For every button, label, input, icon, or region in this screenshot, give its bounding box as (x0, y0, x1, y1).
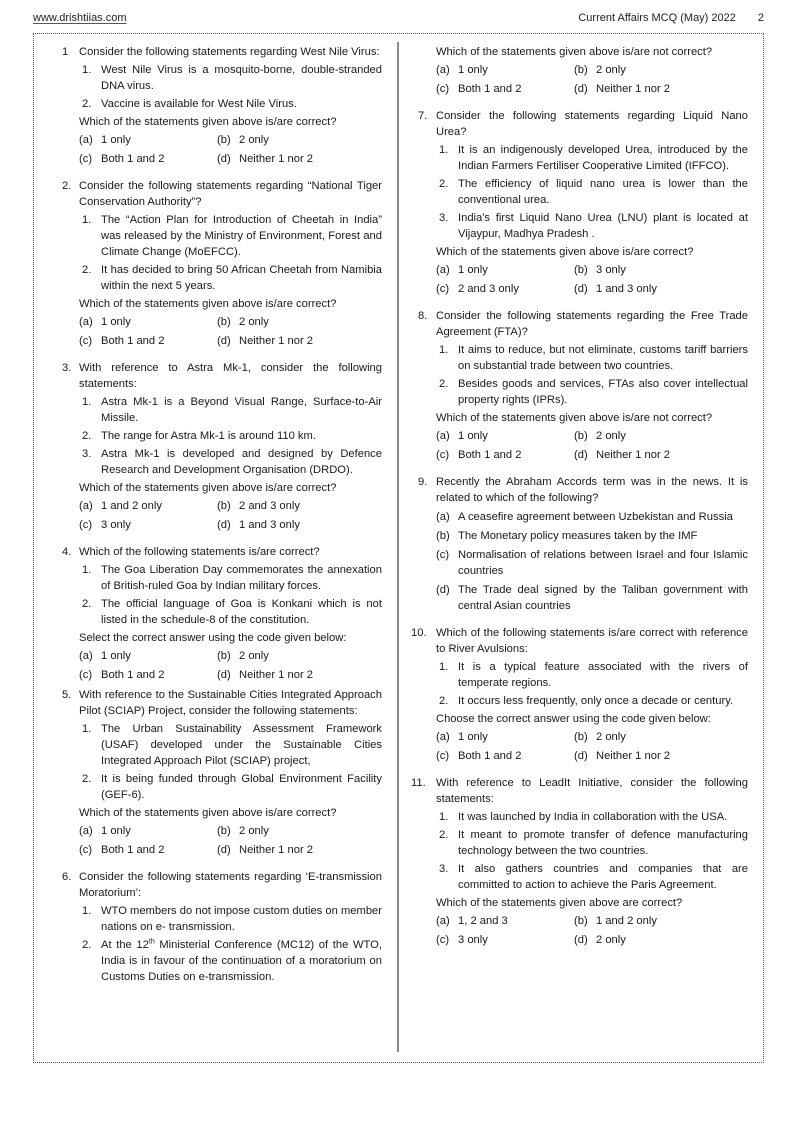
ordinal-superscript: th (148, 938, 155, 946)
option-d (436, 582, 748, 614)
question-text: With reference to the Sustainable Cities Integrated Approach Pilot (SCIAP) Project, consider the following statements: (79, 689, 382, 717)
option-a (436, 62, 574, 78)
option-text: Neither 1 nor 2 (239, 335, 314, 347)
question-prompt: Which of the statements given above are correct? (436, 897, 683, 909)
question-prompt: Which of the statements given above is/are correct? (79, 482, 337, 494)
statement (436, 659, 748, 691)
statement (79, 937, 382, 985)
option-d (217, 151, 382, 167)
statement-number: 1. (82, 564, 92, 576)
document-title: Current Affairs MCQ (May) 2022 (578, 12, 736, 24)
option-d (574, 748, 748, 764)
option-label: (a) (79, 500, 93, 512)
option-label: (c) (79, 844, 93, 856)
statement-text: The Urban Sustainability Assessment Framework (USAF) developed under the Sustainable Cities Integrated Approach Pilot (SCIAP) project, (101, 723, 382, 767)
option-text: 1 and 2 only (101, 500, 162, 512)
option-text: Both 1 and 2 (458, 750, 522, 762)
option-label: (c) (79, 153, 93, 165)
question-number: 5. (62, 689, 72, 701)
option-text: 2 only (239, 825, 269, 837)
question-text: With reference to LeadIt Initiative, consider the following statements: (436, 777, 748, 805)
statement-text: It occurs less frequently, only once a decade or century. (458, 695, 734, 707)
option-label: (c) (436, 83, 450, 95)
question-number: 1 (62, 46, 69, 58)
answer-options (436, 729, 748, 764)
statement-text: Besides goods and services, FTAs also cover intellectual property rights (IPRs). (458, 378, 748, 406)
option-label: (a) (79, 650, 93, 662)
answer-options (436, 62, 748, 97)
option-text: 1 and 3 only (596, 283, 657, 295)
option-label: (d) (217, 844, 231, 856)
option-label: (d) (436, 584, 450, 596)
answer-options (436, 428, 748, 463)
statement-text: It is a typical feature associated with the rivers of temperate regions. (458, 661, 748, 689)
question-number: 6. (62, 871, 72, 883)
statement-text: The “Action Plan for Introduction of Cheetah in India” was released by the Ministry of Environment, Forest and Climate Change (MoEFCC). (101, 214, 382, 258)
option-c (79, 151, 217, 167)
option-label: (d) (574, 283, 588, 295)
statement-number: 1. (439, 661, 449, 673)
option-b (217, 823, 382, 839)
question-number: 10. (411, 627, 427, 639)
statement (79, 62, 382, 94)
statement-text: Ministerial Conference (MC12) of the WTO, India is in favour of the continuation of a moratorium on Customs Duties on e-transmission. (101, 939, 382, 983)
statement-text: West Nile Virus is a mosquito-borne, double-stranded DNA virus. (101, 64, 382, 92)
option-label: (c) (79, 669, 93, 681)
question-prompt: Which of the statements given above is/are not correct? (436, 412, 713, 424)
question-8 (418, 308, 748, 463)
statement (79, 721, 382, 769)
option-d (217, 517, 382, 533)
statement-number: 1. (82, 214, 92, 226)
option-label: (c) (436, 750, 450, 762)
option-label: (d) (217, 669, 231, 681)
option-text: Neither 1 nor 2 (239, 153, 314, 165)
question-3 (62, 360, 382, 533)
answer-options (436, 913, 748, 948)
option-text: Both 1 and 2 (458, 83, 522, 95)
question-10 (411, 625, 748, 764)
option-b (217, 648, 382, 664)
option-label: (d) (574, 449, 588, 461)
option-label: (d) (574, 83, 588, 95)
option-text: The Monetary policy measures taken by the IMF (458, 530, 698, 542)
option-c (79, 842, 217, 858)
statement-number: 2. (439, 695, 449, 707)
option-text: A ceasefire agreement between Uzbekistan and Russia (458, 511, 733, 523)
option-label: (b) (574, 731, 588, 743)
option-c (79, 517, 217, 533)
answer-options (436, 509, 748, 614)
option-a (79, 823, 217, 839)
option-label: (a) (436, 731, 450, 743)
option-label: (a) (436, 915, 450, 927)
question-number: 3. (62, 362, 72, 374)
option-label: (c) (79, 519, 93, 531)
column-divider (397, 42, 399, 1052)
question-number: 4. (62, 546, 72, 558)
option-label: (b) (217, 650, 231, 662)
option-b (574, 62, 748, 78)
statement (436, 210, 748, 242)
option-label: (a) (436, 511, 450, 523)
option-label: (b) (217, 825, 231, 837)
question-prompt: Which of the statements given above is/are not correct? (436, 46, 713, 58)
question-text: Consider the following statements regarding ‘E-transmission Moratorium’: (79, 871, 382, 899)
option-text: 1 only (101, 825, 131, 837)
statement-text: WTO members do not impose custom duties on member nations on e- transmission. (101, 905, 382, 933)
option-text: 2 only (596, 64, 626, 76)
option-b (574, 913, 748, 929)
option-label: (a) (79, 316, 93, 328)
option-b (574, 262, 748, 278)
option-text: The Trade deal signed by the Taliban government with central Asian countries (458, 584, 748, 612)
statement-number: 3. (439, 212, 449, 224)
statement-number: 2. (439, 178, 449, 190)
option-text: Both 1 and 2 (458, 449, 522, 461)
option-b (574, 729, 748, 745)
answer-options (79, 648, 382, 683)
statement-number: 2. (439, 378, 449, 390)
statement (79, 446, 382, 478)
option-label: (a) (79, 134, 93, 146)
question-1 (62, 44, 382, 167)
statement-number: 1. (82, 905, 92, 917)
option-b (574, 428, 748, 444)
question-6 (62, 869, 382, 985)
option-b (217, 314, 382, 330)
statement-text: It is an indigenously developed Urea, introduced by the Indian Farmers Fertiliser Cooperative Limited (IFFCO). (458, 144, 748, 172)
option-text: Neither 1 nor 2 (239, 844, 314, 856)
statement-number: 2. (82, 430, 92, 442)
option-b (217, 498, 382, 514)
question-text: Which of the following statements is/are correct? (79, 546, 320, 558)
question-number: 9. (418, 476, 428, 488)
option-text: Neither 1 nor 2 (239, 669, 314, 681)
option-a (79, 648, 217, 664)
option-label: (c) (79, 335, 93, 347)
option-label: (b) (574, 264, 588, 276)
option-label: (d) (217, 335, 231, 347)
running-header (578, 12, 764, 24)
statement-number: 1. (82, 723, 92, 735)
statement-number: 3. (439, 863, 449, 875)
option-label: (b) (436, 530, 450, 542)
option-label: (b) (574, 64, 588, 76)
option-label: (b) (574, 915, 588, 927)
page-number: 2 (757, 12, 764, 24)
option-text: Neither 1 nor 2 (596, 449, 671, 461)
option-text: 2 only (239, 134, 269, 146)
option-text: Both 1 and 2 (101, 153, 165, 165)
option-d (574, 447, 748, 463)
option-label: (b) (217, 134, 231, 146)
option-label: (a) (436, 64, 450, 76)
statement-number: 1. (82, 64, 92, 76)
statement-text: At the 12 (101, 939, 149, 951)
statement-number: 1. (439, 811, 449, 823)
statement-number: 2. (82, 598, 92, 610)
right-column (411, 44, 748, 959)
statement-text: It is being funded through Global Environment Facility (GEF-6). (101, 773, 382, 801)
statement-number: 2. (82, 939, 92, 951)
statement-text: It was launched by India in collaboration with the USA. (458, 811, 728, 823)
option-text: 1 only (458, 64, 488, 76)
option-text: 1 only (101, 134, 131, 146)
left-column (62, 44, 382, 996)
option-text: 2 and 3 only (239, 500, 300, 512)
option-a (436, 509, 748, 525)
option-label: (d) (217, 519, 231, 531)
option-d (574, 81, 748, 97)
option-c (436, 748, 574, 764)
statement-text: It has decided to bring 50 African Cheetah from Namibia within the next 5 years. (101, 264, 382, 292)
statement-text: The official language of Goa is Konkani which is not listed in the schedule-8 of the constitution. (101, 598, 382, 626)
option-text: 1 only (101, 650, 131, 662)
statement (79, 96, 382, 112)
option-a (436, 729, 574, 745)
option-c (436, 547, 748, 579)
option-label: (c) (436, 549, 450, 561)
statement (79, 212, 382, 260)
option-text: 1 only (101, 316, 131, 328)
statement (79, 262, 382, 294)
option-b (217, 132, 382, 148)
statement (79, 771, 382, 803)
statement-number: 2. (82, 773, 92, 785)
question-text: Consider the following statements regarding the Free Trade Agreement (FTA)? (436, 310, 748, 338)
option-d (574, 932, 748, 948)
option-text: 1 and 3 only (239, 519, 300, 531)
option-c (436, 281, 574, 297)
option-text: 2 and 3 only (458, 283, 519, 295)
option-text: 3 only (596, 264, 626, 276)
question-11 (411, 775, 748, 948)
option-label: (b) (217, 500, 231, 512)
statement (79, 394, 382, 426)
option-text: 3 only (458, 934, 488, 946)
question-prompt: Which of the statements given above is/are correct? (79, 116, 337, 128)
option-d (217, 333, 382, 349)
option-d (574, 281, 748, 297)
question-number: 8. (418, 310, 428, 322)
statement-text: Vaccine is available for West Nile Virus. (101, 98, 297, 110)
option-a (436, 428, 574, 444)
statement (436, 176, 748, 208)
option-label: (c) (436, 449, 450, 461)
option-label: (d) (574, 934, 588, 946)
statement-number: 1. (439, 144, 449, 156)
option-text: 1, 2 and 3 (458, 915, 508, 927)
answer-options (79, 314, 382, 349)
statement-number: 3. (82, 448, 92, 460)
option-text: 3 only (101, 519, 131, 531)
statement-text: Astra Mk-1 is a Beyond Visual Range, Surface-to-Air Missile. (101, 396, 382, 424)
statement-number: 2. (82, 264, 92, 276)
question-prompt: Select the correct answer using the code given below: (79, 632, 347, 644)
statement-text: The Goa Liberation Day commemorates the annexation of British-ruled Goa by Indian military forces. (101, 564, 382, 592)
question-prompt: Which of the statements given above is/are correct? (79, 807, 337, 819)
option-label: (c) (436, 283, 450, 295)
option-text: Normalisation of relations between Israel and four Islamic countries (458, 549, 748, 577)
option-label: (b) (217, 316, 231, 328)
question-text: Consider the following statements regarding West Nile Virus: (79, 46, 380, 58)
option-label: (c) (436, 934, 450, 946)
statement-number: 2. (82, 98, 92, 110)
option-c (436, 447, 574, 463)
question-text: Consider the following statements regarding “National Tiger Conservation Authority”? (79, 180, 382, 208)
statement (436, 809, 748, 825)
question-prompt: Choose the correct answer using the code given below: (436, 713, 711, 725)
option-label: (d) (217, 153, 231, 165)
option-d (217, 667, 382, 683)
question-text: Recently the Abraham Accords term was in the news. It is related to which of the following? (436, 476, 748, 504)
website-link[interactable]: www.drishtiias.com (33, 12, 127, 24)
option-label: (a) (436, 264, 450, 276)
question-6-continued (418, 44, 748, 97)
option-c (436, 932, 574, 948)
option-text: 1 only (458, 430, 488, 442)
statement-text: Astra Mk-1 is developed and designed by Defence Research and Development Organisation (DRDO). (101, 448, 382, 476)
question-text: With reference to Astra Mk-1, consider the following statements: (79, 362, 382, 390)
statement-text: The range for Astra Mk-1 is around 110 km. (101, 430, 316, 442)
option-text: 1 and 2 only (596, 915, 657, 927)
option-a (436, 913, 574, 929)
option-a (79, 314, 217, 330)
statement-number: 2. (439, 829, 449, 841)
option-label: (b) (574, 430, 588, 442)
option-text: 1 only (458, 731, 488, 743)
answer-options (79, 498, 382, 533)
option-label: (a) (436, 430, 450, 442)
statement (79, 562, 382, 594)
statement-text: It aims to reduce, but not eliminate, customs tariff barriers on substantial trade between two countries. (458, 344, 748, 372)
statement-text: It meant to promote transfer of defence manufacturing technology between the two countries. (458, 829, 748, 857)
statement-text: It also gathers countries and companies that are committed to action to achieve the Paris Agreement. (458, 863, 748, 891)
question-text: Which of the following statements is/are correct with reference to River Avulsions: (436, 627, 748, 655)
option-c (436, 81, 574, 97)
question-text: Consider the following statements regarding Liquid Nano Urea? (436, 110, 748, 138)
option-a (79, 132, 217, 148)
answer-options (79, 823, 382, 858)
question-number: 2. (62, 180, 72, 192)
option-text: 2 only (596, 430, 626, 442)
question-prompt: Which of the statements given above is/are correct? (79, 298, 337, 310)
statement (436, 827, 748, 859)
statement (436, 861, 748, 893)
option-text: Both 1 and 2 (101, 669, 165, 681)
option-text: 1 only (458, 264, 488, 276)
answer-options (436, 262, 748, 297)
statement (79, 596, 382, 628)
question-4 (62, 544, 382, 683)
option-text: 2 only (239, 650, 269, 662)
question-number: 7. (418, 110, 428, 122)
statement (436, 693, 748, 709)
option-text: 2 only (239, 316, 269, 328)
option-text: Both 1 and 2 (101, 335, 165, 347)
option-c (79, 667, 217, 683)
statement-number: 1. (82, 396, 92, 408)
option-label: (a) (79, 825, 93, 837)
question-prompt: Which of the statements given above is/are correct? (436, 246, 694, 258)
question-number: 11. (411, 777, 426, 789)
question-2 (62, 178, 382, 349)
option-a (79, 498, 217, 514)
statement (436, 142, 748, 174)
question-5 (62, 687, 382, 858)
question-7 (418, 108, 748, 297)
option-c (79, 333, 217, 349)
option-text: 2 only (596, 731, 626, 743)
statement-number: 1. (439, 344, 449, 356)
statement-text: The efficiency of liquid nano urea is lower than the conventional urea. (458, 178, 748, 206)
statement (79, 903, 382, 935)
statement (436, 376, 748, 408)
statement (436, 342, 748, 374)
question-9 (418, 474, 748, 614)
answer-options (79, 132, 382, 167)
option-d (217, 842, 382, 858)
option-text: 2 only (596, 934, 626, 946)
option-text: Neither 1 nor 2 (596, 750, 671, 762)
option-text: Both 1 and 2 (101, 844, 165, 856)
option-label: (d) (574, 750, 588, 762)
statement (79, 428, 382, 444)
option-b (436, 528, 748, 544)
statement-text: India's first Liquid Nano Urea (LNU) plant is located at Vijaypur, Madhya Pradesh . (458, 212, 748, 240)
option-text: Neither 1 nor 2 (596, 83, 671, 95)
option-a (436, 262, 574, 278)
